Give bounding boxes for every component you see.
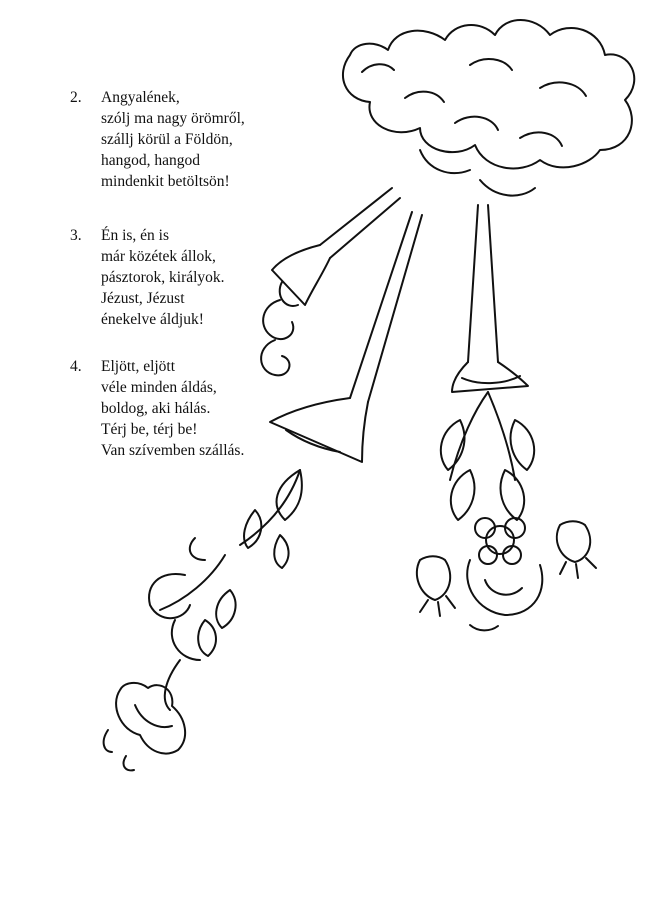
verse-number: 2.	[70, 89, 82, 106]
trumpet-left-icon	[261, 188, 400, 375]
verse-line: Jézust, Jézust	[101, 290, 185, 307]
verse-line: hangod, hangod	[101, 152, 201, 169]
verse-line: Angyalének,	[101, 89, 180, 106]
verse-number: 4.	[70, 358, 82, 375]
trumpet-right-icon	[452, 205, 528, 392]
flower-cluster-icon	[417, 392, 596, 630]
verse-line: Eljött, eljött	[101, 358, 176, 375]
tulip-spray-icon	[104, 470, 302, 770]
verse-line: Én is, én is	[101, 227, 170, 244]
verse-number: 3.	[70, 227, 82, 244]
verse-line: szállj körül a Földön,	[101, 131, 233, 148]
verse-line: már közétek állok,	[101, 248, 216, 265]
verse-line: énekelve áldjuk!	[101, 311, 204, 328]
verse-line: mindenkit betöltsön!	[101, 173, 230, 190]
verse-line: szólj ma nagy örömről,	[101, 110, 245, 127]
verse-line: Van szívemben szállás.	[101, 442, 245, 459]
verse-line: pásztorok, királyok.	[101, 269, 225, 286]
verse-line: véle minden áldás,	[101, 379, 217, 396]
verse-line: Térj be, térj be!	[101, 421, 198, 438]
cloud-icon	[343, 20, 634, 196]
trumpet-middle-icon	[270, 212, 422, 462]
verse-line: boldog, aki hálás.	[101, 400, 211, 417]
